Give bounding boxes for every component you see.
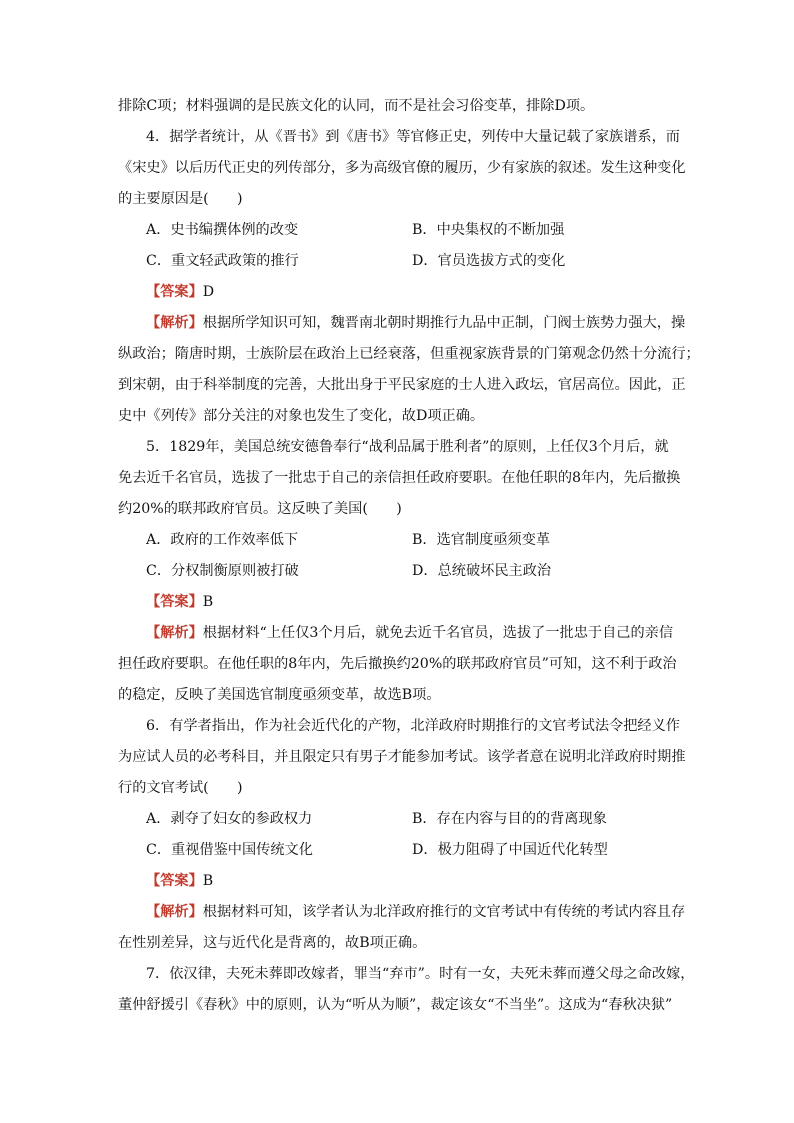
text-line: 董仲舒援引《春秋》中的原则，认为“听从为顺”，裁定该女“不当坐”。这成为“春秋决狱”	[118, 997, 673, 1013]
option-d: D．官员选拔方式的变化	[412, 253, 566, 269]
question-7-stem: 7．依汉律，夫死未葬即改嫁者，罪当“弃市”。时有一女，夫死未葬而遵父母之命改嫁，	[146, 966, 695, 982]
analysis-line	[146, 902, 685, 924]
answer-value: B	[202, 594, 214, 610]
text-line: 《宋史》以后历代正史的列传部分，多为高级官僚的履历，少有家族的叙述。发生这种变化	[118, 160, 686, 176]
option-d: D．总统破坏民主政治	[412, 563, 552, 579]
text-line: 行的文官考试( )	[118, 780, 243, 796]
text-line: 的主要原因是( )	[118, 191, 243, 207]
option-c: C．重文轻武政策的推行	[146, 253, 299, 269]
text-line: 担任政府要职。在他任职的8年内，先后撤换约20%的联邦政府官员”可知，这不利于政治	[118, 656, 677, 672]
question-4-stem: 4．据学者统计，从《晋书》到《唐书》等官修正史，列传中大量记载了家族谱系，而	[146, 129, 680, 145]
option-d: D．极力阻碍了中国近代化转型	[412, 842, 608, 858]
text-line: 免去近千名官员，选拔了一批忠于自己的亲信担任政府要职。在他任职的8年内，先后撤换	[118, 470, 681, 486]
option-a: A．剥夺了妇女的参政权力	[146, 811, 313, 827]
answer-line	[146, 871, 213, 893]
text-line: 为应试人员的必考科目，并且限定只有男子才能参加考试。该学者意在说明北洋政府时期推	[118, 749, 686, 765]
text-line: 在性别差异，这与近代化是背离的，故B项正确。	[118, 935, 427, 951]
answer-line	[146, 592, 213, 614]
analysis-text: 根据材料“上任仅3个月后，就免去近千名官员，选拔了一批忠于自己的亲信	[202, 625, 674, 641]
answer-value: D	[202, 284, 215, 300]
question-6-stem: 6．有学者指出，作为社会近代化的产物，北洋政府时期推行的文官考试法令把经义作	[146, 718, 680, 734]
option-c: C．重视借鉴中国传统文化	[146, 842, 313, 858]
answer-label: 【答案】	[146, 873, 203, 889]
answer-label: 【答案】	[146, 594, 203, 610]
answer-label: 【答案】	[146, 284, 203, 300]
option-b: B．存在内容与目的的背离现象	[412, 811, 607, 827]
analysis-text: 根据材料可知，该学者认为北洋政府推行的文官考试中有传统的考试内容且存	[202, 904, 686, 920]
analysis-line	[146, 313, 685, 335]
analysis-label: 【解析】	[146, 625, 203, 641]
analysis-text: 根据所学知识可知，魏晋南北朝时期推行九品中正制，门阀士族势力强大，操	[202, 315, 686, 331]
text-line: 排除C项；材料强调的是民族文化的认同，而不是社会习俗变革，排除D项。	[118, 98, 595, 114]
option-a: A．政府的工作效率低下	[146, 532, 299, 548]
analysis-line	[146, 623, 673, 645]
analysis-label: 【解析】	[146, 315, 203, 331]
analysis-label: 【解析】	[146, 904, 203, 920]
option-b: B．选官制度亟须变革	[412, 532, 551, 548]
text-line: 纵政治；隋唐时期，士族阶层在政治上已经衰落，但重视家族背景的门第观念仍然十分流行；	[118, 346, 700, 362]
question-5-stem: 5．1829年，美国总统安德鲁奉行“战利品属于胜利者”的原则，上任仅3个月后，就	[146, 439, 669, 455]
option-b: B．中央集权的不断加强	[412, 222, 565, 238]
answer-value: B	[202, 873, 214, 889]
option-c: C．分权制衡原则被打破	[146, 563, 299, 579]
text-line: 的稳定，反映了美国选官制度亟须变革，故选B项。	[118, 687, 441, 703]
option-a: A．史书编撰体例的改变	[146, 222, 299, 238]
text-line: 约20%的联邦政府官员。这反映了美国( )	[118, 501, 402, 517]
answer-line	[146, 282, 214, 304]
text-line: 到宋朝，由于科举制度的完善，大批出身于平民家庭的士人进入政坛，官居高位。因此，正	[118, 377, 686, 393]
text-line: 史中《列传》部分关注的对象也发生了变化，故D项正确。	[118, 408, 485, 424]
